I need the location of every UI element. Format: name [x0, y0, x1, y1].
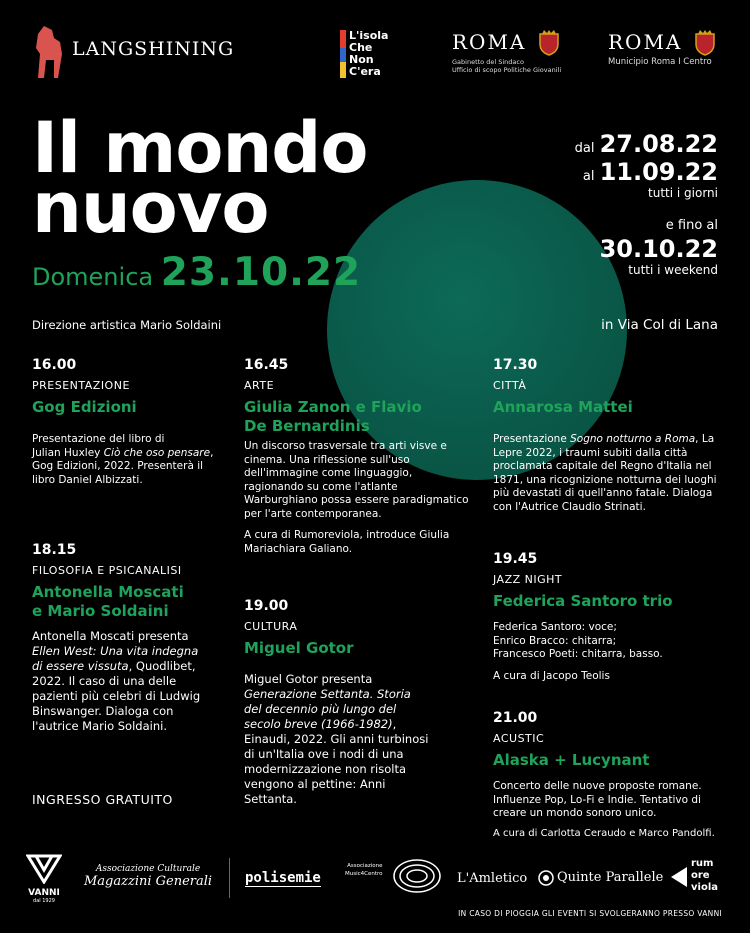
isola-line-4: C'era: [349, 65, 381, 78]
location: in Via Col di Lana: [601, 317, 718, 333]
quinte-icon: [538, 870, 554, 886]
dates-block: [575, 130, 718, 277]
event-name: Annarosa Mattei: [493, 398, 633, 416]
event-description: [32, 629, 204, 734]
event-card: [493, 357, 723, 514]
vanni-mark-icon: [26, 854, 62, 884]
vanni-logo: [24, 854, 64, 904]
desc-text: Concerto delle nuove proposte romane. Influenze Pop, Lo-Fi e Indie. Tentativo di creare un mondo sonoro unico.: [493, 780, 702, 819]
langshining-name: LANGSHINING: [72, 38, 235, 60]
roma-sub-2: Ufficio di scopo Politiche Giovanili: [452, 66, 562, 74]
desc-title: Sogno notturno a Roma: [570, 433, 696, 445]
event-time: 17.30: [493, 357, 538, 373]
event-name: Giulia Zanon e Flavio De Bernardinis: [244, 398, 422, 435]
direzione-artistica: Direzione artistica Mario Soldaini: [32, 318, 222, 332]
roma-name: ROMA: [452, 30, 527, 54]
event-description: [493, 621, 723, 683]
title-line-1: Il mondo: [32, 107, 368, 189]
event-description: [32, 433, 222, 487]
amletico-logo: L'Amletico: [457, 871, 528, 886]
desc-text: A cura di Rumoreviola, introduce Giulia Mariachiara Galiano.: [244, 529, 450, 555]
footer-note: IN CASO DI PIOGGIA GLI EVENTI SI SVOLGERANNO PRESSO VANNI: [458, 909, 722, 918]
desc-text: Presentazione: [493, 433, 571, 445]
event-card: [244, 598, 459, 807]
roma-sub-1: Gabinetto del Sindaco: [452, 58, 524, 66]
featured-day: Domenica: [32, 263, 154, 291]
event-time: 16.00: [32, 357, 77, 373]
rum-text: rum: [691, 858, 714, 869]
isola-line-2: Che: [349, 41, 373, 54]
roma-crest-icon: [694, 30, 716, 56]
event-category: PRESENTAZIONE: [32, 379, 130, 392]
desc-text: Enrico Bracco: chitarra;: [493, 634, 617, 647]
start-date: 27.08.22: [599, 130, 718, 158]
music-line-2: Music4Centro: [345, 871, 383, 877]
tutti-weekend: tutti i weekend: [628, 263, 718, 277]
quinte-logo: Quinte Parallele: [557, 870, 664, 885]
music-rings-icon: [392, 858, 442, 894]
desc-title: Ellen West: Una vita indegna di essere vissuta: [32, 644, 199, 673]
al-label: al: [582, 169, 595, 184]
music-centro-logo: [345, 862, 383, 878]
horse-icon: [32, 24, 66, 80]
viola-text: viola: [691, 882, 718, 893]
desc-title: Ciò che oso pensare: [103, 446, 211, 459]
dal-label: dal: [574, 141, 595, 156]
featured-date-value: 23.10.22: [160, 250, 362, 295]
roma-municipio-logo: [608, 30, 728, 66]
event-category: JAZZ NIGHT: [493, 573, 563, 586]
desc-text: Federica Santoro: voce;: [493, 621, 617, 633]
vanni-name: VANNI: [28, 888, 60, 898]
isola-line-1: L'isola: [349, 29, 389, 42]
isola-line-3: Non: [349, 53, 374, 66]
magazzini-line-2: Magazzini Generali: [84, 874, 213, 889]
title-line-2: nuovo: [32, 167, 269, 249]
desc-text: A cura di Jacopo Teolis: [493, 669, 610, 682]
desc-text: Presentazione del libro di: [32, 433, 165, 445]
event-card: [32, 542, 222, 734]
magazzini-line-1: Associazione Culturale: [95, 864, 201, 874]
e-fino-label: e fino al: [665, 218, 718, 233]
desc-text: , Gog Edizioni, 2022. Presenterà il libro Daniel Albizzati.: [32, 446, 214, 486]
isola-bar-blue: [340, 48, 346, 62]
end-date: 11.09.22: [599, 158, 718, 186]
vanni-year: dal 1929: [33, 898, 55, 904]
event-time: 21.00: [493, 710, 538, 726]
langshining-logo: [32, 24, 66, 84]
ingresso-gratuito: INGRESSO GRATUITO: [32, 792, 173, 807]
event-name: Antonella Moscati e Mario Soldaini: [32, 583, 184, 620]
rumoreviola-mark-icon: [670, 866, 688, 888]
isola-bar-yellow: [340, 62, 346, 78]
desc-text: Antonella Moscati presenta: [32, 629, 189, 643]
magazzini-logo: [84, 864, 212, 889]
event-time: 19.00: [244, 598, 289, 614]
event-category: CITTÀ: [493, 379, 527, 392]
event-card: [493, 551, 723, 683]
event-name: Miguel Gotor: [244, 639, 354, 657]
event-description: [493, 780, 723, 840]
event-category: ARTE: [244, 379, 275, 392]
featured-date: [32, 250, 361, 295]
rumoreviola-logo: [670, 858, 722, 898]
desc-text: , La Lepre 2022, i traumi subiti dalla città proclamata capitale del Regno d'Italia nel 1871, una ricognizione notturna dei luoghi più devastati di quell'anno fatale. Dialoga con l'Autrice Claudio Strinati.: [493, 433, 717, 513]
tutti-giorni: tutti i giorni: [648, 186, 718, 200]
event-name: Gog Edizioni: [32, 398, 137, 416]
desc-title: Generazione Settanta. Storia del decennio più lungo del secolo breve (1966-1982): [244, 687, 411, 731]
event-category: ACUSTIC: [493, 732, 545, 745]
desc-text: Un discorso trasversale tra arti visve e cinema. Una riflessione sull'uso dell'immagine come linguaggio, ragionando su come l'atlante Warburghiano possa essere paradigmatico per l'arte contemporanea.: [244, 440, 469, 520]
event-description: [493, 433, 723, 514]
roma-name: ROMA: [608, 30, 683, 54]
page-title: [32, 107, 368, 249]
event-category: FILOSOFIA E PSICANALISI: [32, 564, 182, 577]
music-line-1: Associazione: [347, 863, 383, 869]
desc-text: Francesco Poeti: chitarra, basso.: [493, 648, 663, 660]
event-card: [244, 357, 469, 556]
desc-text: Miguel Gotor presenta: [244, 672, 373, 686]
polisemie-logo: polisemie: [245, 870, 321, 886]
event-time: 19.45: [493, 551, 538, 567]
event-name: Alaska + Lucynant: [493, 751, 650, 769]
event-time: 18.15: [32, 542, 77, 558]
event-description: [244, 672, 429, 807]
roma-gabinetto-logo: [452, 30, 582, 74]
final-date: 30.10.22: [599, 235, 718, 263]
ore-text: ore: [691, 870, 710, 881]
desc-text: , Quodlibet, 2022. Il caso di una delle pazienti più celebri di Ludwig Binswanger. Dialoga con l'autrice Mario Soldaini.: [32, 659, 201, 733]
roma-municipio-sub: Municipio Roma I Centro: [608, 57, 712, 67]
roma-crest-icon: [538, 30, 560, 56]
event-category: CULTURA: [244, 620, 298, 633]
event-description: [244, 440, 469, 556]
event-name: Federica Santoro trio: [493, 592, 673, 610]
desc-text: A cura di Carlotta Ceraudo e Marco Pandolfi.: [493, 827, 715, 839]
desc-text: Julian Huxley: [32, 446, 104, 459]
event-time: 16.45: [244, 357, 289, 373]
event-card: [493, 710, 723, 840]
sponsor-divider: [229, 858, 230, 898]
event-card: [32, 357, 222, 487]
desc-text: , Einaudi, 2022. Gli anni turbinosi di un'Italia ove i nodi di una modernizzazione non risolta vengono al pettine: Anni Settanta.: [244, 717, 429, 806]
